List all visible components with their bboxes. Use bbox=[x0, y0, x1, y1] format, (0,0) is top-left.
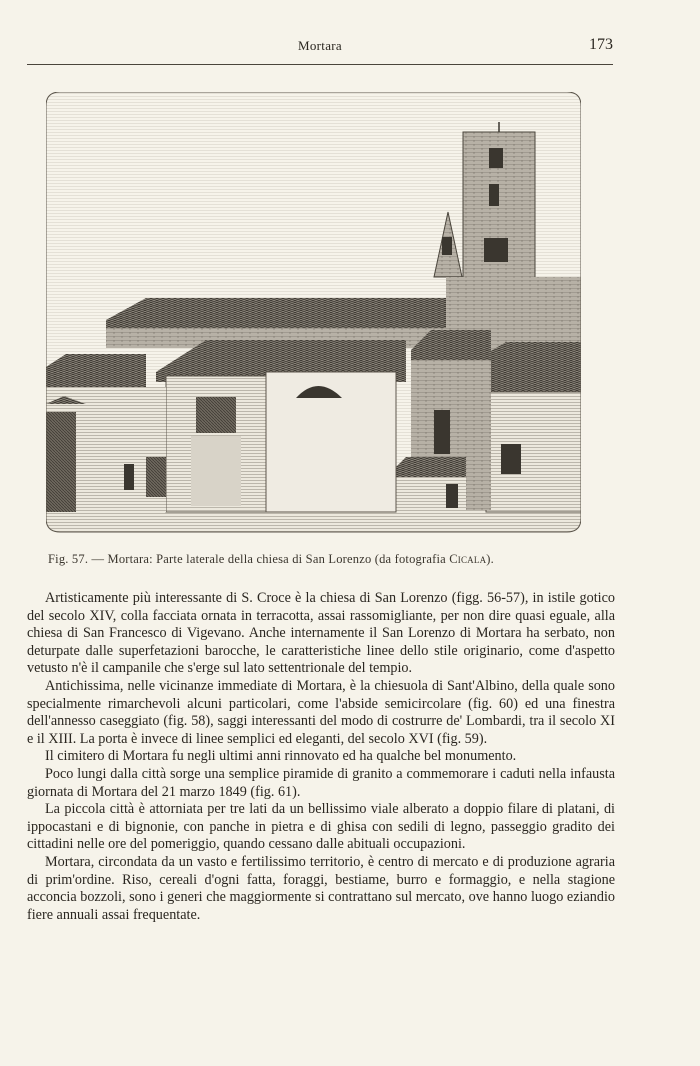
paragraph-viale: La piccola città è attorniata per tre lati da un bellissimo viale alberato a doppio filare di platani, di ippocastani e di bignonie, con panche in pietra e di ghisa con sedili di legno, passeggio gradito dei cittadini nelle ore del pomeriggio, quando cessano dalle abituali occupazioni. bbox=[27, 801, 615, 853]
caption-credit: Cicala bbox=[449, 552, 487, 566]
figure-caption bbox=[48, 552, 608, 567]
paragraph-piramide: Poco lungi dalla città sorge una semplice piramide di granito a commemorare i caduti nella infausta giornata di Mortara del 21 marzo 1849 (fig. 61). bbox=[27, 765, 615, 800]
header-rule bbox=[27, 64, 613, 65]
church-engraving-figure bbox=[46, 92, 581, 544]
caption-main: Fig. 57. — Mortara: Parte laterale della chiesa di San Lorenzo (da fotografia bbox=[48, 552, 450, 566]
running-title: Mortara bbox=[298, 38, 342, 53]
paragraph-mercato: Mortara, circondata da un vasto e fertilissimo territorio, è centro di mercato e di produzione agraria di prim'ordine. Riso, cereali d'ogni fatta, foraggi, bestiame, burro e formaggio, e nella stagione acconcia bozzoli, sono i generi che maggiormente si contrattano sul mercato, ove hanno luogo eziandio fiere annuali assai frequentate. bbox=[27, 853, 615, 923]
caption-end: ). bbox=[486, 552, 494, 566]
paragraph-san-lorenzo: Artisticamente più interessante di S. Croce è la chiesa di San Lorenzo (figg. 56-57), in istile gotico del secolo XIV, colla facciata ornata in terracotta, assai rassomigliante, per non dire quasi eguale, alla chiesa di San Francesco di Vigevano. Anche internamente il San Lorenzo di Mortara ha serbato, non deturpate dalle superfetazioni barocche, le caratteristiche linee dello stile originario, come d'aspetto vetusto n'è il campanile che s'erge sul lato settentrionale del tempio. bbox=[27, 590, 615, 677]
paragraph-cimitero: Il cimitero di Mortara fu negli ultimi anni rinnovato ed ha qualche bel monumento. bbox=[45, 748, 517, 765]
page-header bbox=[27, 36, 613, 58]
engraving-illustration bbox=[46, 92, 581, 544]
paragraph-sant-albino: Antichissima, nelle vicinanze immediate di Mortara, è la chiesuola di Sant'Albino, della quale sono specialmente rimarchevoli alcuni particolari, come l'abside semicircolare (fig. 60) ed una finestra dell'annesso caseggiato (fig. 58), saggi interessanti del modo di costrurre de' Lombardi, tra il secolo XI e il XIII. La porta è invece di linee semplici ed eleganti, del secolo XVI (fig. 59). bbox=[27, 677, 615, 747]
page-number: 173 bbox=[589, 36, 613, 53]
body-text bbox=[27, 590, 615, 924]
